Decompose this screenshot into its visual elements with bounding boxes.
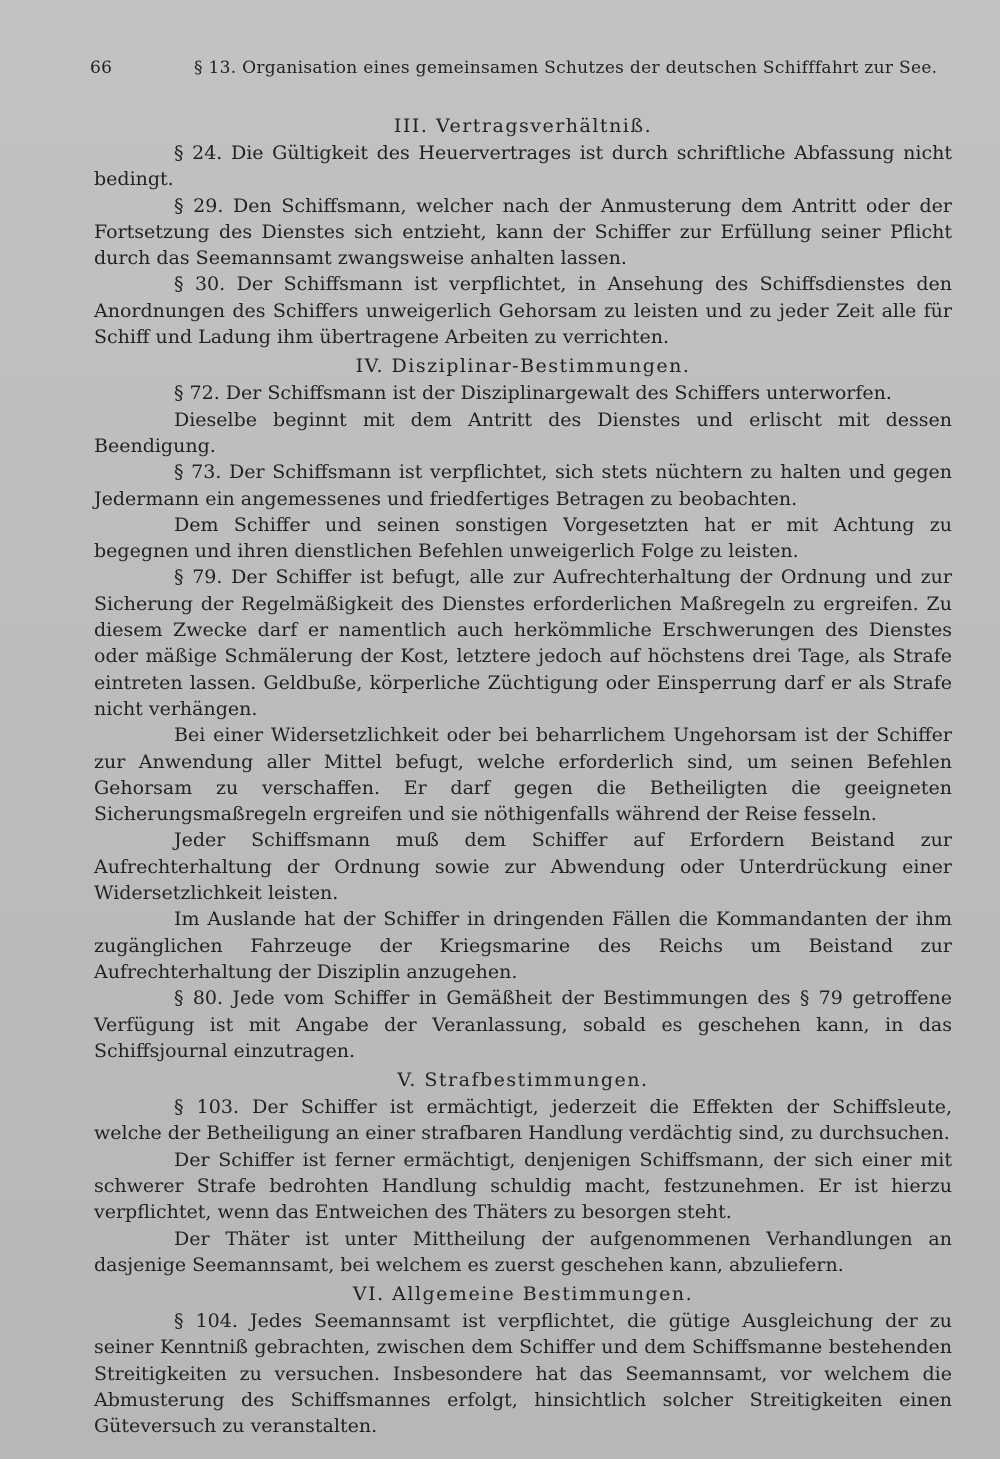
paragraph: Jeder Schiffsmann muß dem Schiffer auf Erfordern Beistand zur Aufrechterhaltung der Ordnung sowie zur Abwendung oder Unterdrückung einer Widersetzlichkeit leisten. [94,829,952,905]
paragraph: § 30. Der Schiffsmann ist verpflichtet, in Ansehung des Schiffsdienstes den Anordnungen des Schiffers unweigerlich Gehorsam zu leisten und zu jeder Zeit alle für Schiff und Ladung ihm übertragene Arbeiten zu verrichten. [94,273,952,349]
section-heading: VI. Allgemeine Bestimmungen. [352,1283,694,1306]
section-heading: IV. Disziplinar-Bestimmungen. [355,355,691,378]
section-strafbestimmungen [94,1064,952,1278]
paragraph: § 73. Der Schiffsmann ist verpflichtet, sich stets nüchtern zu halten und gegen Jedermann ein angemessenes und friedfertiges Betragen zu beobachten. [94,461,952,510]
paragraph: Der Schiffer ist ferner ermächtigt, denjenigen Schiffsmann, der sich einer mit schwerer Strafe bedrohten Handlung schuldig macht, festzunehmen. Er ist hierzu verpflichtet, wenn das Entweichen des Thäters zu besorgen steht. [94,1148,952,1224]
paragraph: § 104. Jedes Seemannsamt ist verpflichtet, die gütige Ausgleichung der zu seiner Kenntniß gebrachten, zwischen dem Schiffer und dem Schiffsmanne bestehenden Streitigkeiten zu versuchen. Insbesondere hat das Seemannsamt, vor welchem die Abmusterung des Schiffsmannes erfolgt, hinsichtlich solcher Streitigkeiten einen Güteversuch zu veranstalten. [94,1310,952,1438]
paragraph: Der Thäter ist unter Mittheilung der aufgenommenen Verhandlungen an dasjenige Seemannsamt, bei welchem es zuerst geschehen kann, abzuliefern. [94,1227,952,1276]
section-disziplinar-bestimmungen [94,350,952,1064]
section-heading: III. Vertragsverhältniß. [393,115,653,137]
running-title: § 13. Organisation eines gemeinsamen Schutzes der deutschen Schifffahrt zur See. [194,58,938,78]
paragraph: § 80. Jede vom Schiffer in Gemäßheit der Bestimmungen des § 79 getroffene Verfügung ist mit Angabe der Veranlassung, sobald es geschehen kann, in das Schiffsjournal einzutragen. [94,987,952,1062]
section-allgemeine-bestimmungen [94,1278,952,1439]
paragraph: Bei einer Widersetzlichkeit oder bei beharrlichem Ungehorsam ist der Schiffer zur Anwendung aller Mittel befugt, welche erforderlich sind, um seinen Befehlen Gehorsam zu verschaffen. Er darf gegen die Betheiligten die geeigneten Sicherungsmaßregeln ergreifen und sie nöthigenfalls während der Reise fesseln. [94,724,952,826]
paragraph: § 72. Der Schiffsmann ist der Disziplinargewalt des Schiffers unterworfen. [174,382,892,405]
paragraph: § 103. Der Schiffer ist ermächtigt, jederzeit die Effekten der Schiffsleute, welche der Betheiligung an einer strafbaren Handlung verdächtig sind, zu durchsuchen. [94,1096,952,1145]
document-body [94,110,952,1440]
page-number: 66 [90,58,113,78]
paragraph: § 79. Der Schiffer ist befugt, alle zur Aufrechterhaltung der Ordnung und zur Sicherung der Regelmäßigkeit des Dienstes erforderlichen Maßregeln zu ergreifen. Zu diesem Zwecke darf er namentlich auch herkömmliche Erschwerungen des Dienstes oder mäßige Schmälerung der Kost, letztere jedoch auf höchstens drei Tage, als Strafe eintreten lassen. Geldbuße, körperliche Züchtigung oder Einsperrung darf er als Strafe nicht verhängen. [94,566,952,720]
section-vertragsverhaeltniss [94,110,952,350]
paragraph: Dem Schiffer und seinen sonstigen Vorgesetzten hat er mit Achtung zu begegnen und ihren dienstlichen Befehlen unweigerlich Folge zu leisten. [94,513,952,563]
paragraph: § 29. Den Schiffsmann, welcher nach der Anmusterung dem Antritt oder der Fortsetzung des Dienstes sich entzieht, kann der Schiffer zur Erfüllung seiner Pflicht durch das Seemannsamt zwangsweise anhalten lassen. [94,194,952,270]
section-heading: V. Strafbestimmungen. [397,1069,649,1092]
paragraph: Dieselbe beginnt mit dem Antritt des Dienstes und erlischt mit dessen Beendigung. [94,408,952,457]
paragraph: § 24. Die Gültigkeit des Heuervertrages ist durch schriftliche Abfassung nicht bedingt. [94,142,952,191]
paragraph: Im Auslande hat der Schiffer in dringenden Fällen die Kommandanten der ihm zugänglichen Fahrzeuge der Kriegsmarine des Reichs um Beistand zur Aufrechterhaltung der Disziplin anzugehen. [94,908,952,983]
